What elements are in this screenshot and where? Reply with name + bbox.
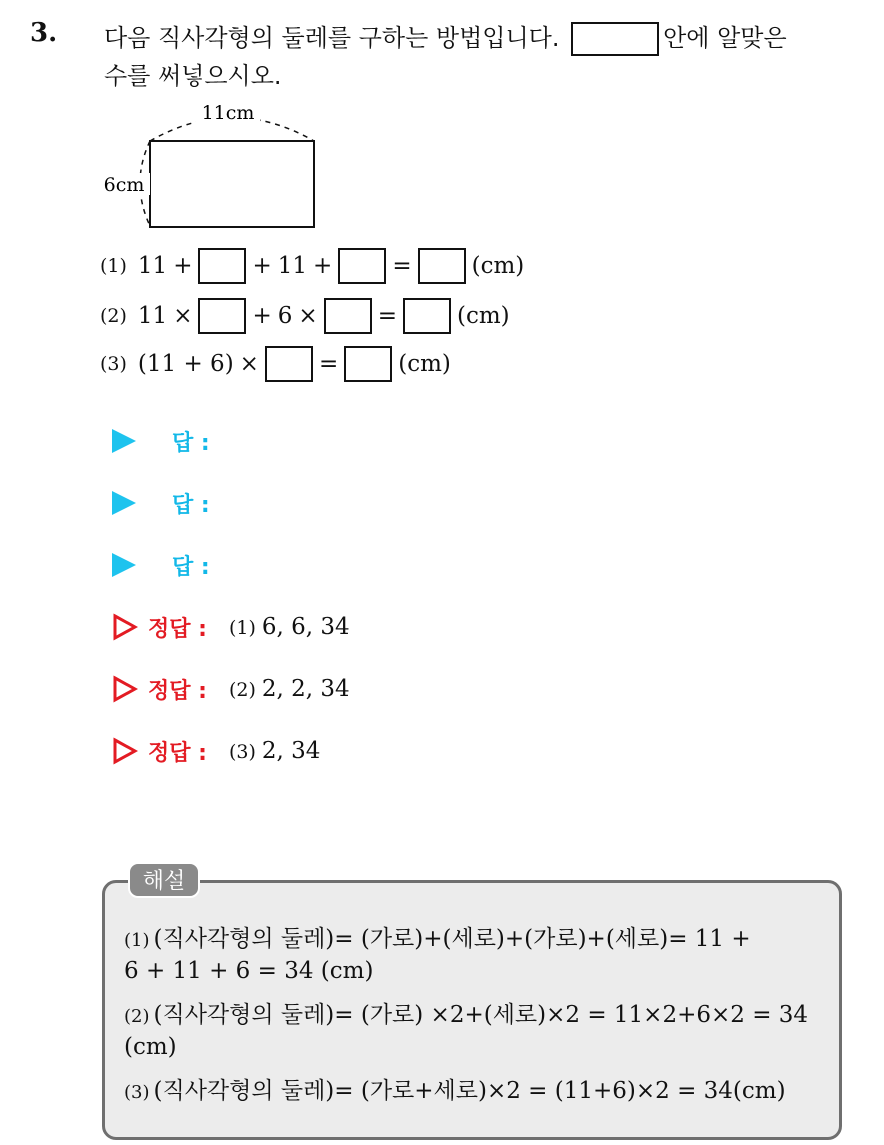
explanation-line-4 [124, 1034, 177, 1060]
equation-3 [100, 346, 454, 382]
solution-row-3 [112, 734, 320, 768]
answer-row-3[interactable] [112, 548, 210, 582]
equation-operator: + [173, 253, 193, 279]
solution-value: 6, 6, 34 [261, 614, 350, 640]
question-text-b: 안에 알맞은 [663, 24, 787, 52]
equation-term: 11 [137, 253, 168, 279]
solution-label: 정답 : [148, 616, 207, 642]
equation-operator: + [313, 253, 333, 279]
equation-unit: (cm) [456, 303, 510, 329]
rectangle-figure [92, 96, 332, 236]
explanation-text: (cm) [124, 1034, 177, 1060]
top-length-label: 11cm [201, 102, 255, 124]
equation-operator: × [298, 303, 318, 329]
explanation-line-5 [124, 1072, 786, 1105]
blank-box[interactable] [338, 248, 386, 284]
explanation-line-2 [124, 958, 373, 984]
solution-row-1 [112, 610, 350, 644]
question-number: 3. [30, 18, 58, 48]
play-arrow-icon [112, 553, 136, 577]
explanation-number: (1) [124, 930, 150, 951]
equation-operator: = [392, 253, 412, 279]
solution-number: (2) [228, 679, 256, 701]
explanation-text: (직사각형의 둘레)= (가로)+(세로)+(가로)+(세로)= 11 + [153, 926, 751, 952]
explanation-text: (직사각형의 둘레)= (가로) ×2+(세로)×2 = 11×2+6×2 = 34 [153, 1002, 809, 1028]
outline-triangle-icon [112, 675, 138, 703]
explanation-number: (2) [124, 1006, 150, 1027]
blank-box[interactable] [198, 298, 246, 334]
equation-unit: (cm) [398, 351, 451, 377]
explanation-line-1 [124, 920, 751, 953]
outline-triangle-icon [112, 737, 138, 765]
blank-box[interactable] [265, 346, 313, 382]
answer-label: 답 : [172, 430, 210, 456]
play-arrow-icon [112, 429, 136, 453]
play-arrow-icon [112, 491, 136, 515]
blank-box-example [571, 22, 659, 56]
outline-triangle-icon [112, 613, 138, 641]
equation-label: (2) [100, 305, 127, 327]
blank-box[interactable] [324, 298, 372, 334]
question-text-a: 다음 직사각형의 둘레를 구하는 방법입니다. [104, 24, 560, 52]
equation-term: (11 + 6) [137, 351, 234, 377]
solution-value: 2, 2, 34 [261, 676, 350, 702]
equation-label: (1) [100, 255, 127, 277]
explanation-number: (3) [124, 1082, 150, 1103]
blank-box[interactable] [418, 248, 466, 284]
answer-row-1[interactable] [112, 424, 210, 458]
equation-term: 11 [277, 253, 308, 279]
answer-row-2[interactable] [112, 486, 210, 520]
solution-number: (1) [228, 617, 256, 639]
explanation-line-3 [124, 996, 808, 1029]
answer-label: 답 : [172, 492, 210, 518]
question-line-1 [104, 18, 787, 56]
solution-label: 정답 : [148, 678, 207, 704]
solution-row-2 [112, 672, 350, 706]
equation-1 [100, 248, 527, 284]
explanation-text: 6 + 11 + 6 = 34 (cm) [124, 958, 374, 984]
solution-number: (3) [228, 741, 256, 763]
question-line-2: 수를 써넣으시오. [104, 62, 282, 90]
explanation-tab: 해설 [128, 862, 200, 898]
equation-unit: (cm) [471, 253, 525, 279]
blank-box[interactable] [344, 346, 392, 382]
answer-label: 답 : [172, 554, 210, 580]
side-length-label: 6cm [103, 174, 145, 196]
solution-label: 정답 : [148, 740, 207, 766]
equation-operator: = [377, 303, 397, 329]
solution-value: 2, 34 [261, 738, 321, 764]
blank-box[interactable] [198, 248, 246, 284]
equation-operator: = [318, 351, 339, 377]
explanation-text: (직사각형의 둘레)= (가로+세로)×2 = (11+6)×2 = 34(cm) [153, 1078, 786, 1104]
equation-operator: × [239, 351, 259, 377]
equation-term: 11 [137, 303, 168, 329]
blank-box[interactable] [403, 298, 451, 334]
equation-label: (3) [100, 353, 127, 375]
equation-2 [100, 298, 513, 334]
equation-operator: + [252, 303, 272, 329]
equation-term: 6 [277, 303, 293, 329]
equation-operator: + [252, 253, 272, 279]
equation-operator: × [173, 303, 193, 329]
